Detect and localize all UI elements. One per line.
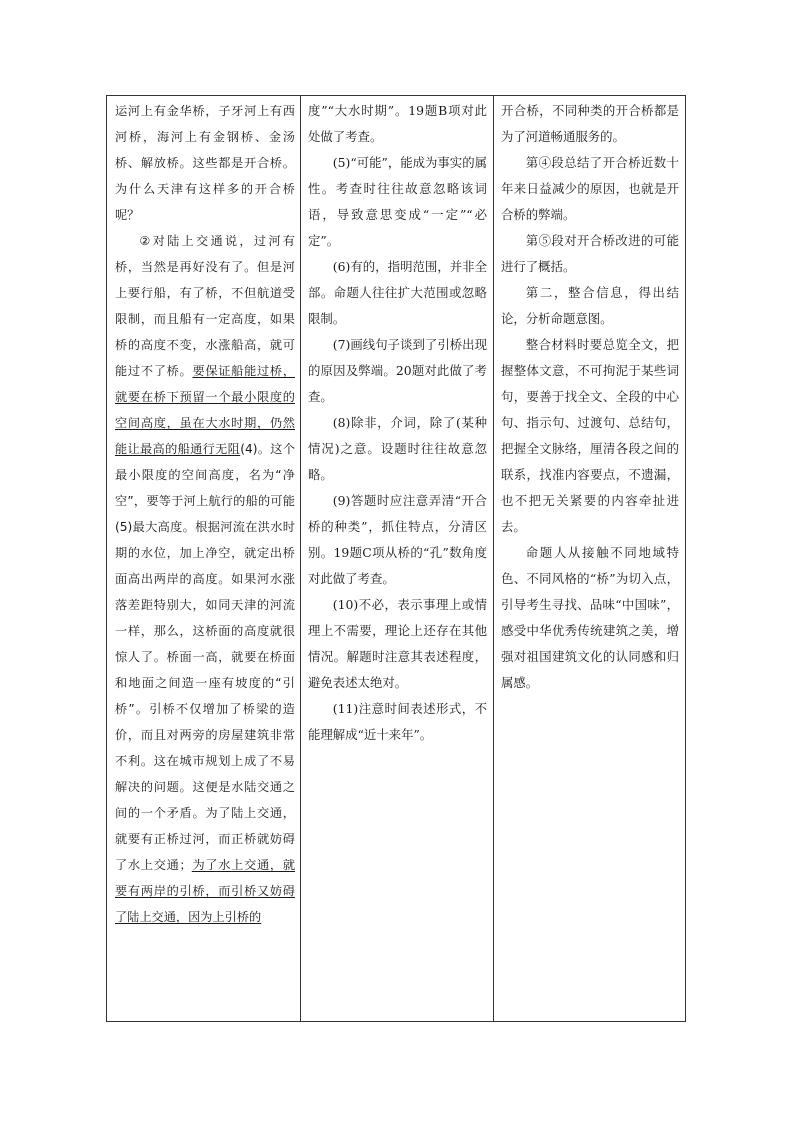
analysis-paragraph: 第二，整合信息，得出结论，分析命题意图。 bbox=[501, 285, 679, 326]
paragraph: 运河上有金华桥，子牙河上有西河桥，海河上有金钢桥、金汤桥、解放桥。这些都是开合桥。为什么天津有这样多的开合桥呢？ bbox=[115, 104, 295, 222]
content-table bbox=[106, 95, 686, 1022]
annotation: (5)“可能”，能成为事实的属性。考查时往往故意忽略该词语，导致意思变成“一定”“必定”。 bbox=[308, 155, 487, 248]
analysis-paragraph: 开合桥，不同种类的开合桥都是为了河道畅通服务的。 bbox=[501, 103, 679, 144]
text-run: ②对陆上交通说，过河有桥，当然是再好没有了。但是河上要行船，有了桥，不但航道受限制，而且船有一定高度，如果桥的高度不变，水涨船高，就可能过不了桥。 bbox=[115, 234, 295, 378]
annotation: (10)不必，表示事理上或情理上不需要，理论上还存在其他情况。解题时注意其表述程度，避免表述太绝对。 bbox=[308, 597, 487, 690]
underlined-sentence: 要保证船能过桥，就要在桥下预留一个最小限度的空间高度，虽在大水时期，仍然能让最高的船通行无阻 bbox=[115, 364, 296, 456]
paragraph-2 bbox=[115, 228, 295, 930]
annotation: 度”“大水时期”。19题B项对此处做了考查。 bbox=[308, 103, 487, 144]
annotation-column bbox=[301, 96, 494, 1021]
analysis-paragraph: 第④段总结了开合桥近数十年来日益减少的原因，也就是开合桥的弊端。 bbox=[501, 155, 679, 222]
annotation: (7)画线句子谈到了引桥出现的原因及弊端。20题对此做了考查。 bbox=[308, 337, 487, 404]
source-text-column bbox=[107, 96, 301, 1021]
annotation: (8)除非，介词，除了(某种情况)之意。设题时往往故意忽略。 bbox=[308, 415, 487, 482]
text-run: (4)。这个最小限度的空间高度，名为“净空”，要等于河上航行的船的可能(5)最大高度。根据河流在洪水时期的水位，加上净空，就定出桥面高出两岸的高度。如果河水涨落差距特别大，如同天津的河流一样，那么，这桥面的高度就很惊人了。桥面一高，就要在桥面和地面之间造一座有坡度的“引桥”。引桥不仅增加了桥梁的造价，而且对两旁的房屋建筑非常不利。这在城市规划上成了不易解决的问题。这便是水陆交通之间的一个矛盾。为了陆上交通，就要有正桥过河，而正桥就妨碍了水上交通； bbox=[115, 442, 296, 872]
annotation: (9)答题时应注意弄清“开合桥的种类”，抓住特点，分清区别。19题C项从桥的“孔”数角度对此做了考查。 bbox=[308, 493, 487, 586]
underlined-sentence: 为了水上交通，就要有两岸的引桥，而引桥又妨碍了陆上交通，因为上引桥的 bbox=[115, 858, 296, 924]
analysis-paragraph: 整合材料时要总览全文，把握整体文意，不可拘泥于某些词句，要善于找全文、全段的中心句、指示句、过渡句、总结句，把握全文脉络，厘清各段之间的联系，找准内容要点，不遗漏，也不把无关紧要的内容牵扯进去。 bbox=[501, 337, 679, 534]
annotation: (11)注意时间表述形式，不能理解成“近十来年”。 bbox=[308, 701, 487, 742]
analysis-column bbox=[494, 96, 685, 1021]
annotation: (6)有的，指明范围，并非全部。命题人往往扩大范围或忽略限制。 bbox=[308, 259, 487, 326]
analysis-paragraph: 第⑤段对开合桥改进的可能进行了概括。 bbox=[501, 233, 679, 274]
analysis-paragraph: 命题人从接触不同地域特色、不同风格的“桥”为切入点，引导考生寻找、品味“中国味”，感受中华优秀传统建筑之美，增强对祖国建筑文化的认同感和归属感。 bbox=[501, 545, 679, 690]
